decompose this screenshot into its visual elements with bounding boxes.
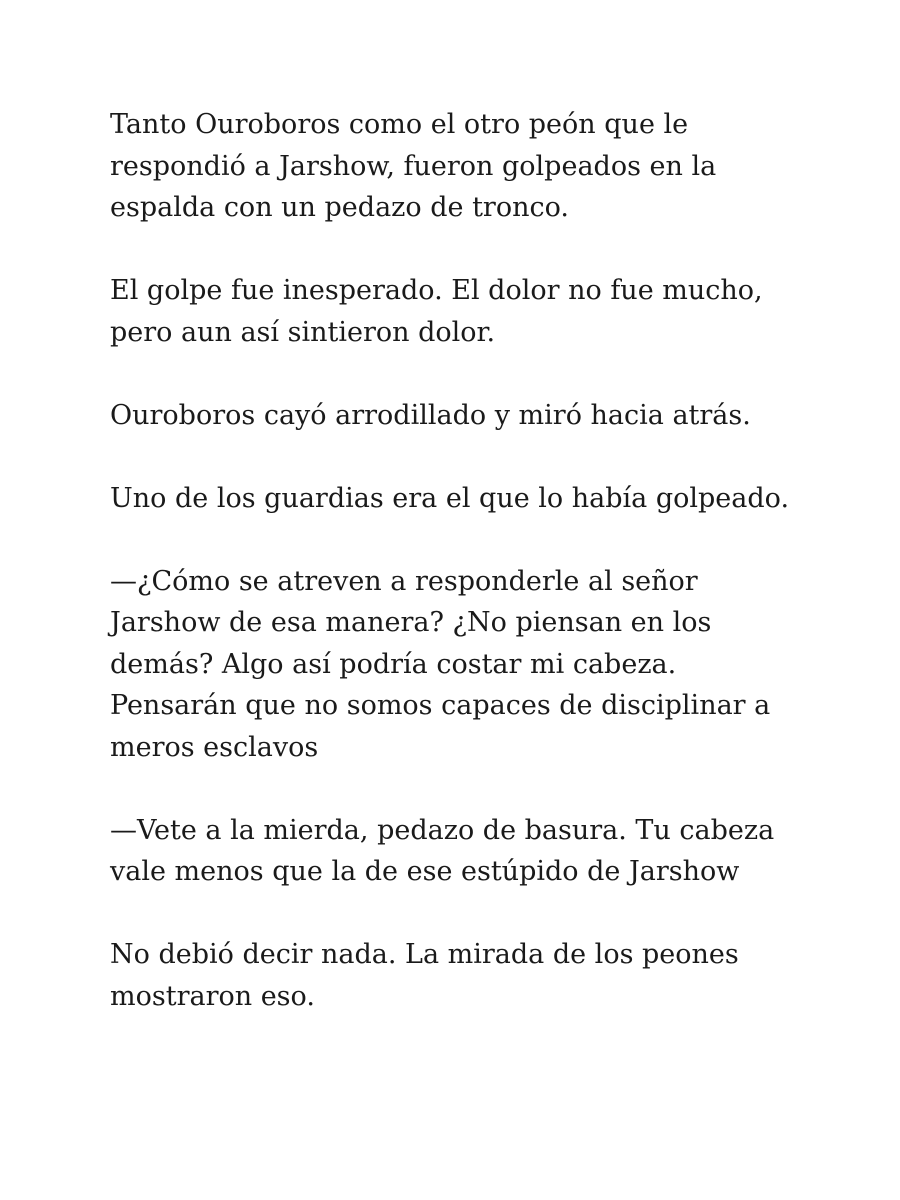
text-line: espalda con un pedazo de tronco. [110, 192, 569, 223]
paragraph-1 [110, 104, 810, 229]
text-line: No debió decir nada. La mirada de los peones [110, 939, 739, 970]
text-line: pero aun así sintieron dolor. [110, 316, 496, 348]
text-line: —Vete a la mierda, pedazo de basura. Tu cabeza [110, 814, 775, 846]
text-line: meros esclavos [110, 731, 319, 763]
paragraph-7 [110, 934, 810, 1017]
text-line: demás? Algo así podría costar mi cabeza. [110, 648, 677, 680]
text-line: Uno de los guardias era el que lo había golpeado. [110, 482, 790, 514]
text-line: vale menos que la de ese estúpido de Jarshow [110, 856, 740, 887]
text-line: Jarshow de esa manera? ¿No piensan en los [110, 607, 712, 638]
text-line: —¿Cómo se atreven a responderle al señor [110, 565, 698, 597]
paragraph-2 [110, 270, 810, 353]
text-line: respondió a Jarshow, fueron golpeados en la [110, 150, 717, 182]
text-line: Pensarán que no somos capaces de disciplinar a [110, 690, 771, 721]
text-line: El golpe fue inesperado. El dolor no fue mucho, [110, 275, 763, 306]
text-line: Ouroboros cayó arrodillado y miró hacia atrás. [110, 399, 751, 431]
paragraph-5 [110, 561, 810, 769]
document-body [110, 104, 810, 1059]
paragraph-4 [110, 478, 810, 520]
paragraph-6 [110, 810, 810, 893]
text-line: mostraron eso. [110, 980, 315, 1012]
paragraph-3 [110, 395, 810, 437]
text-line: Tanto Ouroboros como el otro peón que le [110, 109, 689, 140]
